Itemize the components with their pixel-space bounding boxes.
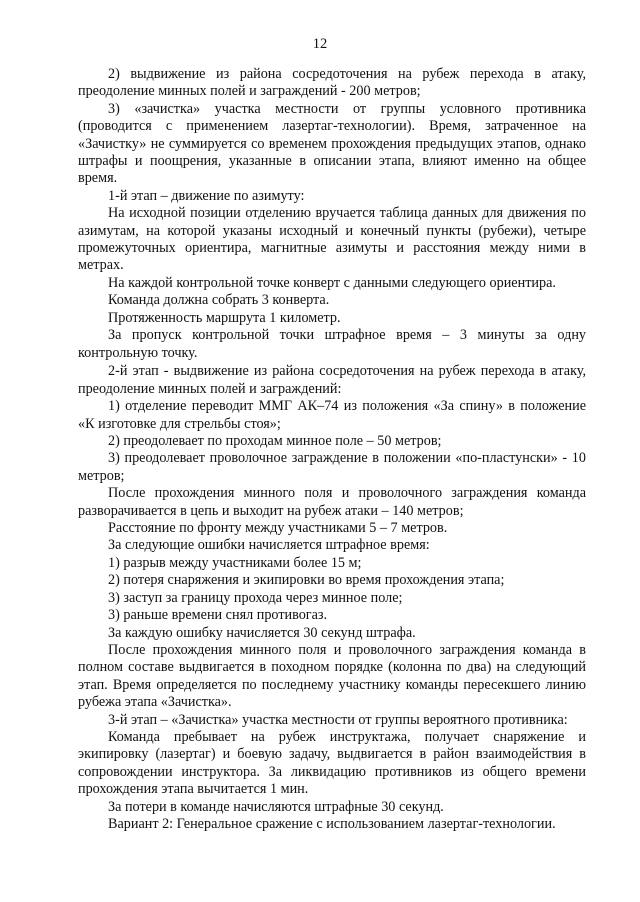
paragraph-losses-penalty: За потери в команде начисляются штрафные 30 секунд. [108, 798, 444, 815]
list-item-minefield: 2) преодолевает по проходам минное поле – 50 метров; [108, 433, 442, 450]
paragraph-azimuth-table: На исходной позиции отделению вручается таблица данных для движения по азимутам, на которой указаны исходный и конечный пункты (рубежи), четыре промежуточных ориентира, магнитные азимуты и расстояния между ними в метрах. [78, 205, 586, 274]
heading-stage1: 1-й этап – движение по азимуту: [108, 187, 305, 204]
paragraph-penalty-intro: За следующие ошибки начисляется штрафное время: [108, 537, 430, 554]
list-item-wire-obstacle: 3) преодолевает проволочное заграждение в положении «по-пластунски» - 10 метров; [78, 450, 586, 484]
heading-stage3: 3-й этап – «Зачистка» участка местности от группы вероятного противника: [108, 711, 568, 728]
paragraph-envelope: На каждой контрольной точке конверт с данными следующего ориентира. [108, 274, 556, 291]
paragraph-route-length: Протяженность маршрута 1 километр. [108, 309, 341, 326]
page-number: 12 [312, 36, 328, 52]
paragraph-variant2: Вариант 2: Генеральное сражение с использованием лазертаг-технологии. [108, 815, 556, 832]
paragraph-stage3-summary: 3) «зачистка» участка местности от группы условного противника (проводится с применением лазертаг-технологии). Время, затраченное на «Зачистку» не суммируется со временем прохождения предыдущих этапов, однако штрафы и поощрения, указанные в описании этапа, влияют именно на общее время. [78, 100, 586, 187]
list-item-gap: 1) разрыв между участниками более 15 м; [108, 554, 362, 571]
heading-stage2: 2-й этап - выдвижение из района сосредоточения на рубеж перехода в атаку, преодоление минных полей и заграждений: [78, 363, 586, 397]
list-item-boundary: 3) заступ за границу прохода через минное поле; [108, 589, 403, 606]
paragraph-collect-envelopes: Команда должна собрать 3 конверта. [108, 292, 330, 309]
paragraph-march-order: После прохождения минного поля и проволочного заграждения команда в полном составе выдвигается в походном порядке (колонна по два) на следующий этап. Время определяется по последнему участнику команды пересекшего линию рубежа этапа «Зачистка». [78, 641, 586, 711]
list-item-equipment-loss: 2) потеря снаряжения и экипировки во время прохождения этапа; [108, 572, 505, 589]
paragraph-front-distance: Расстояние по фронту между участниками 5 – 7 метров. [108, 520, 448, 537]
paragraph-instruction-line: Команда пребывает на рубеж инструктажа, получает снаряжение и экипировку (лазертаг) и боевую задачу, выдвигается в район взаимодействия в сопровождении инструктора. За ликвидацию противников из общего времени прохождения этапа вычитается 1 мин. [78, 728, 586, 798]
document-body [78, 66, 586, 833]
paragraph-checkpoint-penalty: За пропуск контрольной точки штрафное время – 3 минуты за одну контрольную точку. [78, 327, 586, 361]
paragraph-penalty-amount: За каждую ошибку начисляется 30 секунд штрафа. [108, 624, 416, 641]
list-item-gas-mask: 3) раньше времени снял противогаз. [108, 607, 328, 624]
list-item-rifle-position: 1) отделение переводит ММГ АК–74 из положения «За спину» в положение «К изготовке для стрельбы стоя»; [78, 398, 586, 432]
paragraph-attack-line: После прохождения минного поля и проволочного заграждения команда разворачивается в цепь и выходит на рубеж атаки – 140 метров; [78, 485, 586, 519]
paragraph-stage2-summary: 2) выдвижение из района сосредоточения на рубеж перехода в атаку, преодоление минных полей и заграждений - 200 метров; [78, 66, 586, 100]
